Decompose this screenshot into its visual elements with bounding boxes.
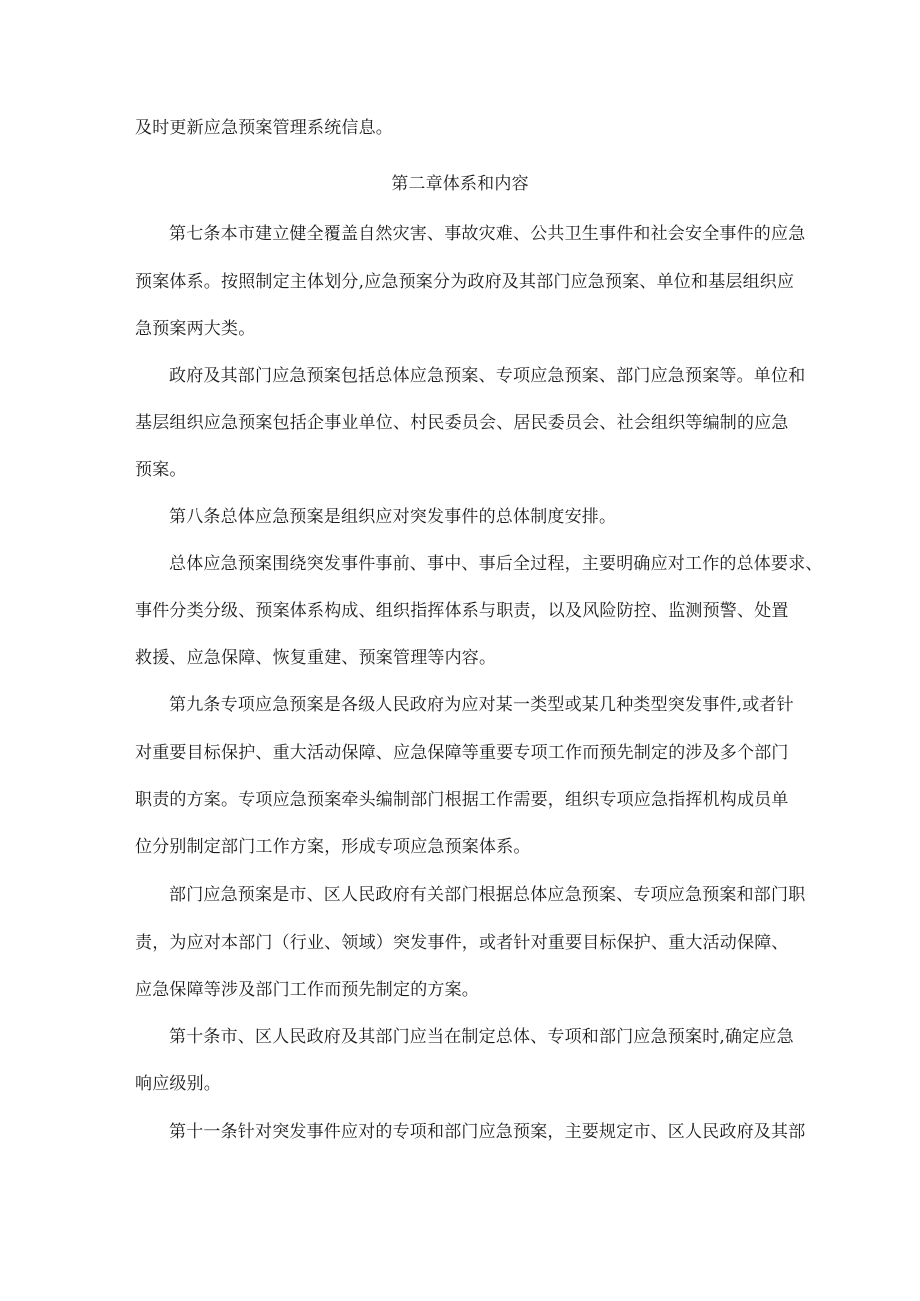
text-line: 事件分类分级、预案体系构成、组织指挥体系与职责，以及风险防控、监测预警、处置	[135, 601, 789, 621]
text-line: 责，为应对本部门（行业、领域）突发事件，或者针对重要目标保护、重大活动保障、	[135, 933, 789, 953]
text-line: 第八条总体应急预案是组织应对突发事件的总体制度安排。	[169, 507, 617, 527]
text-line: 及时更新应急预案管理系统信息。	[135, 118, 393, 138]
text-line: 政府及其部门应急预案包括总体应急预案、专项应急预案、部门应急预案等。单位和	[169, 366, 806, 386]
text-line: 急预案两大类。	[135, 319, 256, 339]
text-line: 第十条市、区人民政府及其部门应当在制定总体、专项和部门应急预案时,确定应急	[169, 1027, 794, 1047]
text-line: 部门应急预案是市、区人民政府有关部门根据总体应急预案、专项应急预案和部门职	[169, 885, 806, 905]
text-line: 救援、应急保障、恢复重建、预案管理等内容。	[135, 648, 497, 668]
text-line: 应急保障等涉及部门工作而预先制定的方案。	[135, 980, 479, 1000]
text-line: 位分别制定部门工作方案，形成专项应急预案体系。	[135, 837, 531, 857]
text-line: 职责的方案。专项应急预案牵头编制部门根据工作需要，组织专项应急指挥机构成员单	[135, 790, 789, 810]
text-line: 第十一条针对突发事件应对的专项和部门应急预案，主要规定市、区人民政府及其部	[169, 1122, 806, 1142]
text-line: 总体应急预案围绕突发事件事前、事中、事后全过程，主要明确应对工作的总体要求、	[169, 554, 823, 574]
text-line: 响应级别。	[135, 1074, 221, 1094]
chapter-heading: 第二章体系和内容	[391, 174, 529, 194]
text-line: 第七条本市建立健全覆盖自然灾害、事故灾难、公共卫生事件和社会安全事件的应急	[169, 224, 806, 244]
text-line: 对重要目标保护、重大活动保障、应急保障等重要专项工作而预先制定的涉及多个部门	[135, 743, 789, 763]
text-line: 基层组织应急预案包括企事业单位、村民委员会、居民委员会、社会组织等编制的应急	[135, 413, 789, 433]
text-line: 预案体系。按照制定主体划分,应急预案分为政府及其部门应急预案、单位和基层组织应	[135, 272, 795, 292]
text-line: 第九条专项应急预案是各级人民政府为应对某一类型或某几种类型突发事件,或者针	[169, 695, 794, 715]
text-line: 预案。	[135, 460, 187, 480]
